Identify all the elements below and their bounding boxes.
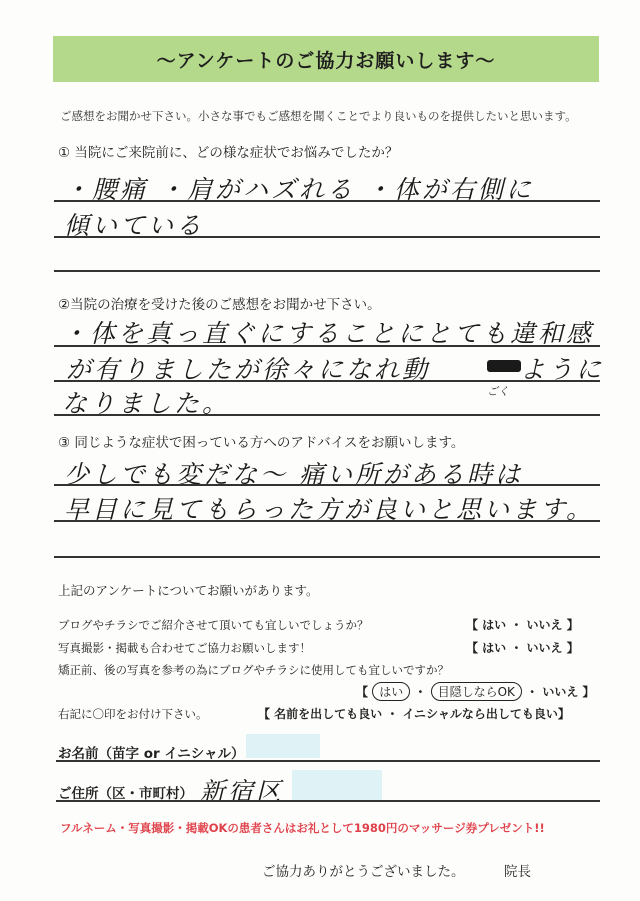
answer-3-rule-1 (54, 484, 600, 486)
answer-3-rule-3 (54, 556, 600, 558)
answer-2-line-3: なりました。 (62, 389, 231, 418)
request-4-choice: 【 名前を出しても良い ・ イニシャルなら出しても良い】 (258, 707, 570, 721)
request-1-choice: 【 はい ・ いいえ 】 (466, 618, 579, 632)
answer-2-line-1: ・体を真っ直ぐにすることにとても違和感 (62, 319, 595, 348)
name-redaction (246, 734, 320, 758)
answer-1-rule-3 (54, 270, 600, 272)
answer-2-rule-2 (54, 380, 600, 382)
survey-title-banner: 〜アンケートのご協力お願いします〜 (53, 36, 599, 82)
request-1-text: ブログやチラシでご紹介させて頂いても宜しいでしょうか？ (58, 618, 369, 632)
choice-separator: ・ (414, 685, 427, 699)
correction-annotation: ごく (487, 385, 509, 398)
choice-yes-circled: はい (372, 682, 410, 701)
address-redaction (292, 770, 382, 800)
closing-text: ご協力ありがとうございました。 (262, 864, 465, 880)
scribbled-out-text (487, 360, 521, 372)
answer-2-rule-3 (54, 414, 600, 416)
choice-no: いいえ (542, 685, 579, 699)
answer-2-line-2-tail: ように (520, 355, 605, 384)
promo-text: フルネーム・写真撮影・掲載OKの患者さんはお礼として1980円のマッサージ券プレゼント!! (60, 821, 545, 835)
choice-open-bracket: 【 (356, 685, 369, 699)
question-2: ②当院の治療を受けた後のご感想をお聞かせ下さい。 (58, 297, 381, 313)
choice-separator: ・ (526, 685, 539, 699)
name-rule (56, 760, 600, 762)
answer-1-line-1: ・腰痛 ・肩がハズれる ・体が右側に (64, 175, 534, 204)
address-value: 新宿区 (200, 777, 285, 806)
answer-2-line-2: が有りましたが徐々になれ動 (66, 355, 431, 384)
answer-3-rule-2 (54, 520, 600, 522)
request-4-text: 右記に〇印をお付け下さい。 (58, 707, 208, 721)
request-3-text: 矯正前、後の写真を参考の為にブログやチラシに使用しても宜しいですか？ (58, 663, 449, 677)
answer-1-line-2: 傾いている (64, 211, 205, 240)
answer-1-rule-2 (54, 236, 600, 238)
signature: 院長 (504, 864, 531, 880)
question-3: ③ 同じような症状で困っている方へのアドバイスをお願いします。 (58, 435, 465, 451)
intro-text: ご感想をお聞かせ下さい。小さな事でもご感想を聞くことでより良いものを提供したいと思います。 (60, 109, 577, 123)
address-rule (56, 800, 600, 802)
answer-2-rule-1 (54, 345, 600, 347)
request-2-text: 写真撮影・掲載も合わせてご協力お願いします！ (58, 641, 311, 655)
question-1: ① 当院にご来院前に、どの様な症状でお悩みでしたか？ (58, 145, 399, 161)
request-3-choice (356, 682, 595, 701)
name-label: お名前（苗字 or イニシャル） (58, 746, 245, 762)
answer-3-line-1: 少しでも変だな〜 痛い所がある時は (64, 460, 523, 489)
choice-close-bracket: 】 (582, 685, 595, 699)
answer-1-rule-1 (54, 200, 600, 202)
requests-heading: 上記のアンケートについてお願いがあります。 (58, 583, 319, 598)
request-2-choice: 【 はい ・ いいえ 】 (466, 641, 579, 655)
choice-blindfold-ok-circled: 目隠しならOK (431, 682, 522, 701)
address-label: ご住所（区・市町村） (58, 786, 193, 802)
answer-3-line-2: 早目に見てもらった方が良いと思います。 (64, 495, 595, 524)
